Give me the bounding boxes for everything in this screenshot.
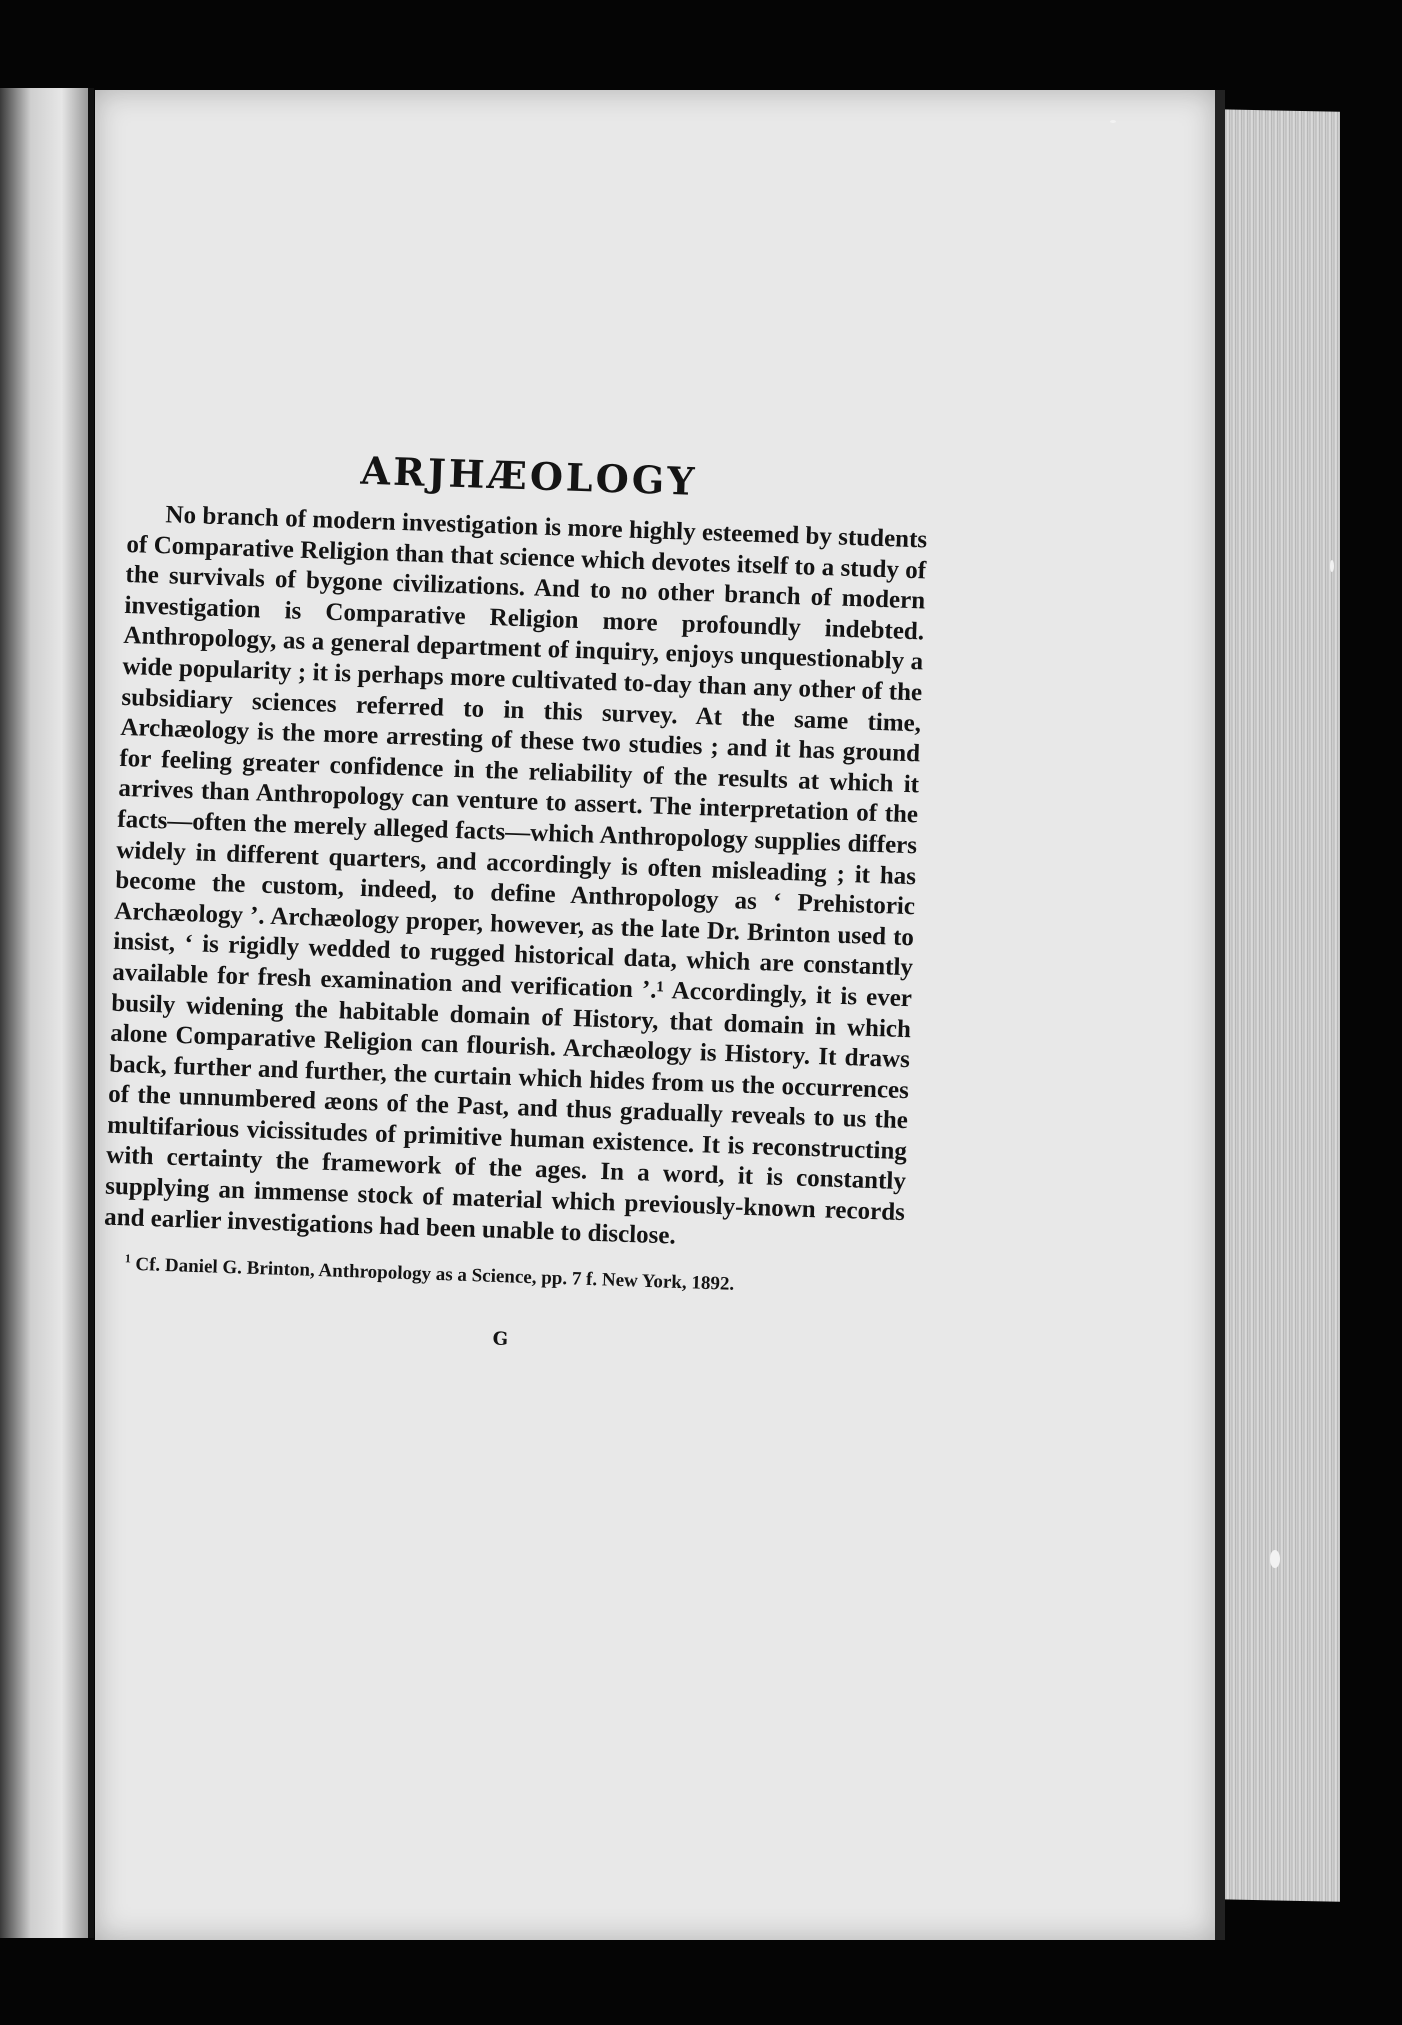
chapter-title: ARJHÆOLOGY [360, 447, 699, 504]
dust-speck [1110, 120, 1116, 123]
footnote-text: Cf. Daniel G. Brinton, Anthropology as a Science, pp. 7 f. New York, 1892. [135, 1254, 735, 1296]
body-paragraph: No branch of modern investigation is more highly esteemed by students of Comparative Religion than that science which devotes itself to a study of the survivals of bygone civilizations. And to no other branch of modern investigation is Comparative Religion more profoundly indebted. Anthropology, as a general department of inquiry, enjoys unquestionably a wide popularity ; it is perhaps more cultivated to-day than any other of the subsidiary sciences referred to in this survey. At the same time, Archæology is the more arresting of these two studies ; and it has ground for feeling greater confidence in the reliability of the results at which it arrives than Anthropology can venture to assert. The interpretation of the facts—often the merely alleged facts—which Anthropology supplies differs widely in different quarters, and accordingly is often misleading ; it has become the custom, indeed, to define Anthropology as ‘ Prehistoric Archæology ’. Archæology proper, however, as the late Dr. Brinton used to insist, ‘ is rigidly wedded to rugged historical data, which are constantly available for fresh examination and verification ’.¹ Accordingly, it is ever busily widening the habitable domain of History, that domain in which alone Comparative Religion can flourish. Archæology is History. It draws back, further and further, the curtain which hides from us the occurrences of the unnumbered æons of the Past, and thus gradually reveals to us the multifarious vicissitudes of primitive human existence. It is reconstructing with certainty the framework of the ages. In a word, it is constantly supplying an immense stock of material which previously-known records and earlier investigations had been unable to disclose. [103, 501, 928, 1250]
signature-mark: G [492, 1328, 509, 1350]
facing-page-edge [0, 88, 94, 1938]
footnote-marker: 1 [124, 1251, 132, 1266]
page-text-block [100, 440, 929, 1363]
dust-speck [1330, 560, 1334, 572]
dust-speck [1270, 1550, 1280, 1568]
